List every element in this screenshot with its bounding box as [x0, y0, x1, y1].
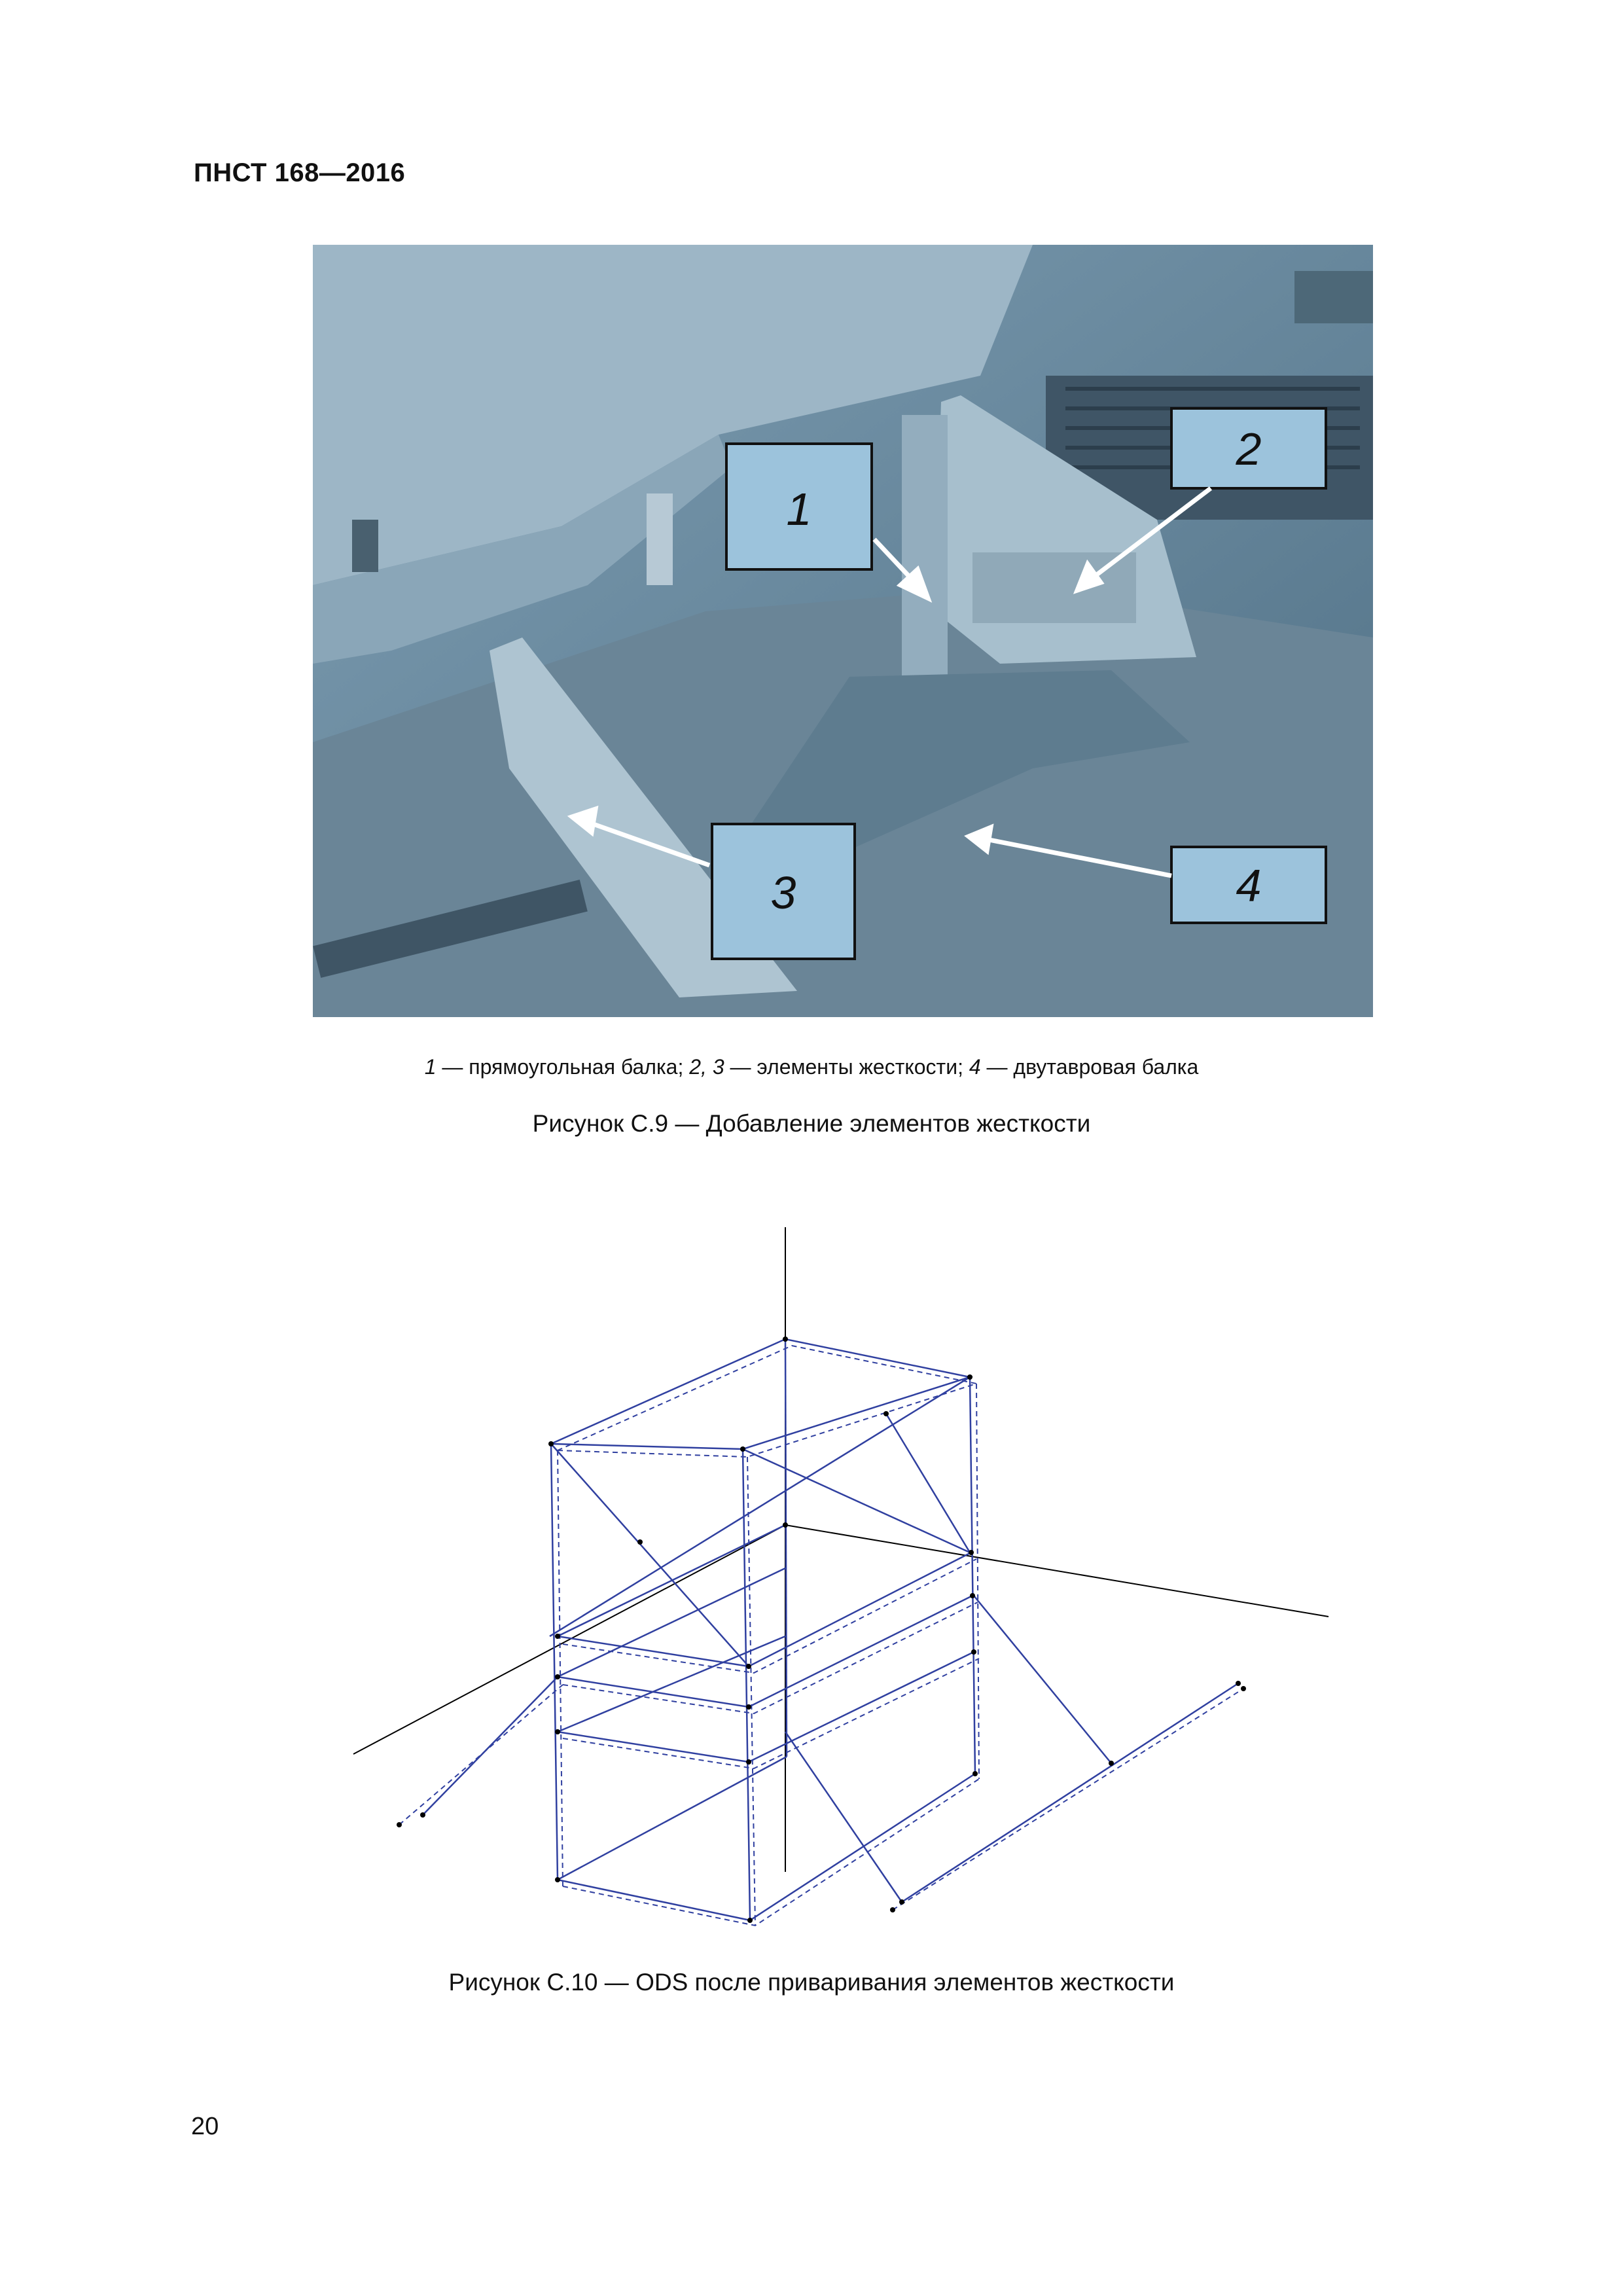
legend-text-3: — двутавровая балка [980, 1055, 1199, 1079]
axes [353, 1227, 1329, 1872]
frame-solid [423, 1339, 1238, 1920]
figure-c9-caption: Рисунок С.9 — Добавление элементов жесткости [532, 1110, 1091, 1137]
callout-4-label: 4 [1236, 860, 1262, 911]
legend-num-1: 1 [424, 1055, 437, 1079]
legend-num-3: 4 [969, 1055, 981, 1079]
frame-dashed [399, 1346, 1243, 1926]
legend-text-1: — прямоугольная балка; [436, 1055, 690, 1079]
page-number: 20 [191, 2113, 219, 2140]
legend-num-2: 2, 3 [689, 1055, 724, 1079]
callout-2-label: 2 [1236, 423, 1262, 475]
document-code: ПНСТ 168—2016 [194, 158, 406, 187]
legend-text-2: — элементы жесткости; [724, 1055, 969, 1079]
figure-c10-diagram [314, 1217, 1348, 1950]
callout-1-label: 1 [786, 484, 812, 535]
figure-c10-caption: Рисунок С.10 — ODS после приваривания элементов жесткости [448, 1969, 1175, 1996]
figure-c9-photo [313, 245, 1373, 1017]
callout-3-label: 3 [770, 867, 796, 918]
figure-c9-legend [0, 1055, 1623, 1079]
